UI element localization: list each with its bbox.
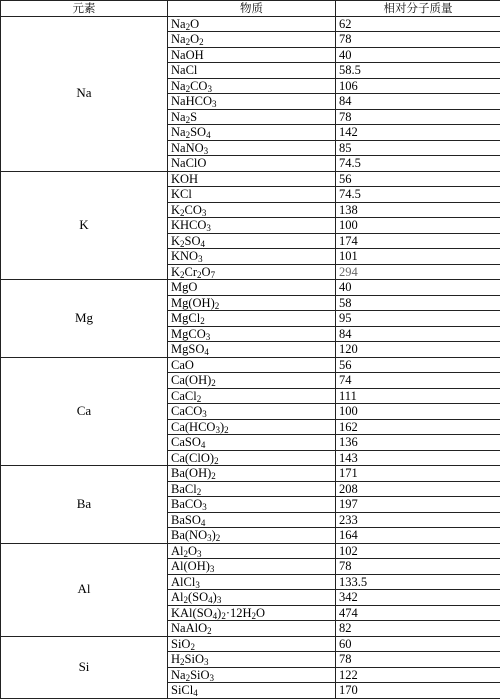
molecular-mass-cell: 133.5 xyxy=(336,574,500,590)
formula-cell: $KHCO_3$ xyxy=(168,218,336,234)
molecular-mass-cell: 40 xyxy=(336,47,500,63)
molecular-mass-cell: 84 xyxy=(336,326,500,342)
molecular-mass-cell: 122 xyxy=(336,667,500,683)
formula-cell: $Na_2S$ xyxy=(168,109,336,125)
formula-cell: BaCl$_2$ xyxy=(168,481,336,497)
formula-cell: $Na_2O$ xyxy=(168,16,336,32)
formula-cell: $Na_2O_2$ xyxy=(168,32,336,48)
element-cell: Ca xyxy=(1,357,168,466)
formula-cell: KOH xyxy=(168,171,336,187)
formula-cell: NaNO$_3$ xyxy=(168,140,336,156)
molecular-mass-cell: 78 xyxy=(336,652,500,668)
table-row xyxy=(1,543,500,559)
molecular-mass-cell: 58.5 xyxy=(336,63,500,79)
molecular-mass-cell: 170 xyxy=(336,683,500,699)
molecular-mass-cell: 62 xyxy=(336,16,500,32)
molecular-mass-cell: 95 xyxy=(336,311,500,327)
formula-cell: $K_2CO_3$ xyxy=(168,202,336,218)
molecular-mass-cell: 208 xyxy=(336,481,500,497)
formula-cell: $K_2Cr_2O_7$ xyxy=(168,264,336,280)
molecular-mass-cell: 136 xyxy=(336,435,500,451)
molecular-mass-cell: 58 xyxy=(336,295,500,311)
formula-cell: $Na_2SO_4$ xyxy=(168,125,336,141)
formula-cell: SiCl$_4$ xyxy=(168,683,336,699)
molecular-mass-cell: 56 xyxy=(336,171,500,187)
table-row xyxy=(1,466,500,482)
formula-cell: $Mg(OH)_2$ xyxy=(168,295,336,311)
formula-cell: $Ba(OH)_2$ xyxy=(168,466,336,482)
molecular-mass-cell: 100 xyxy=(336,218,500,234)
formula-cell: $Ba(NO_3)_2$ xyxy=(168,528,336,544)
molecular-mass-cell: 106 xyxy=(336,78,500,94)
header-element: 元素 xyxy=(1,1,168,17)
molecular-mass-cell: 78 xyxy=(336,32,500,48)
header-substance: 物质 xyxy=(168,1,336,17)
molecular-mass-cell: 171 xyxy=(336,466,500,482)
molecular-mass-cell: 40 xyxy=(336,280,500,296)
molecular-mass-cell: 143 xyxy=(336,450,500,466)
formula-cell: CaCl$_2$ xyxy=(168,388,336,404)
formula-cell: KCl xyxy=(168,187,336,203)
molecular-mass-cell: 78 xyxy=(336,109,500,125)
molecular-mass-cell: 164 xyxy=(336,528,500,544)
table-body xyxy=(1,16,500,698)
table-row xyxy=(1,171,500,187)
molecular-mass-cell: 84 xyxy=(336,94,500,110)
molecular-mass-cell: 233 xyxy=(336,512,500,528)
formula-cell: SiO$_2$ xyxy=(168,636,336,652)
molecular-mass-cell: 82 xyxy=(336,621,500,637)
element-cell: K xyxy=(1,171,168,280)
molecular-mass-cell: 162 xyxy=(336,419,500,435)
formula-cell: $Al_2(SO_4)_3$ xyxy=(168,590,336,606)
formula-cell: BaCO$_3$ xyxy=(168,497,336,513)
element-cell: Al xyxy=(1,543,168,636)
formula-cell: $KNO_3$ xyxy=(168,249,336,265)
molecular-mass-cell: 142 xyxy=(336,125,500,141)
formula-cell: NaHCO$_3$ xyxy=(168,94,336,110)
table-row xyxy=(1,280,500,296)
formula-cell: $Al_2O_3$ xyxy=(168,543,336,559)
formula-cell: $Na_2CO_3$ xyxy=(168,78,336,94)
formula-cell: $H_2SiO_3$ xyxy=(168,652,336,668)
formula-cell: CaSO$_4$ xyxy=(168,435,336,451)
molecular-mass-cell: 342 xyxy=(336,590,500,606)
molecular-mass-cell: 294 xyxy=(336,264,500,280)
formula-cell: MgO xyxy=(168,280,336,296)
formula-cell: $Na_2SiO_3$ xyxy=(168,667,336,683)
formula-cell: MgSO$_4$ xyxy=(168,342,336,358)
molecular-mass-cell: 78 xyxy=(336,559,500,575)
formula-cell: NaCl xyxy=(168,63,336,79)
molecular-mass-cell: 74 xyxy=(336,373,500,389)
molecular-mass-cell: 56 xyxy=(336,357,500,373)
molecular-mass-cell: 74.5 xyxy=(336,156,500,172)
formula-cell: $Ca(ClO)_2$ xyxy=(168,450,336,466)
molecular-mass-cell: 74.5 xyxy=(336,187,500,203)
formula-cell: $Ca(HCO_3)_2$ xyxy=(168,419,336,435)
formula-cell: $K_2SO_4$ xyxy=(168,233,336,249)
formula-cell: $KAl(SO_4)_2\cdot 12H_2O$ xyxy=(168,605,336,621)
molecular-mass-cell: 102 xyxy=(336,543,500,559)
molecular-mass-cell: 100 xyxy=(336,404,500,420)
formula-cell: CaO xyxy=(168,357,336,373)
formula-cell: MgCl$_2$ xyxy=(168,311,336,327)
formula-cell: MgCO$_3$ xyxy=(168,326,336,342)
molecular-mass-cell: 85 xyxy=(336,140,500,156)
table-row xyxy=(1,636,500,652)
element-cell: Mg xyxy=(1,280,168,358)
molecular-mass-cell: 474 xyxy=(336,605,500,621)
element-cell: Ba xyxy=(1,466,168,544)
element-cell: Na xyxy=(1,16,168,171)
molecular-mass-cell: 138 xyxy=(336,202,500,218)
molecular-mass-cell: 111 xyxy=(336,388,500,404)
molecular-mass-cell: 101 xyxy=(336,249,500,265)
formula-cell: NaAlO$_2$ xyxy=(168,621,336,637)
formula-cell: CaCO$_3$ xyxy=(168,404,336,420)
formula-cell: $Al(OH)_3$ xyxy=(168,559,336,575)
molecular-mass-cell: 120 xyxy=(336,342,500,358)
molecular-mass-cell: 197 xyxy=(336,497,500,513)
table-row xyxy=(1,16,500,32)
element-cell: Si xyxy=(1,636,168,698)
molecular-mass-cell: 174 xyxy=(336,233,500,249)
formula-cell: $Ca(OH)_2$ xyxy=(168,373,336,389)
header-row xyxy=(1,1,500,17)
molecular-mass-cell: 60 xyxy=(336,636,500,652)
formula-cell: NaOH xyxy=(168,47,336,63)
formula-cell: NaClO xyxy=(168,156,336,172)
header-molecular-mass: 相对分子质量 xyxy=(336,1,500,17)
formula-cell: BaSO$_4$ xyxy=(168,512,336,528)
table-row xyxy=(1,357,500,373)
formula-cell: AlCl$_3$ xyxy=(168,574,336,590)
